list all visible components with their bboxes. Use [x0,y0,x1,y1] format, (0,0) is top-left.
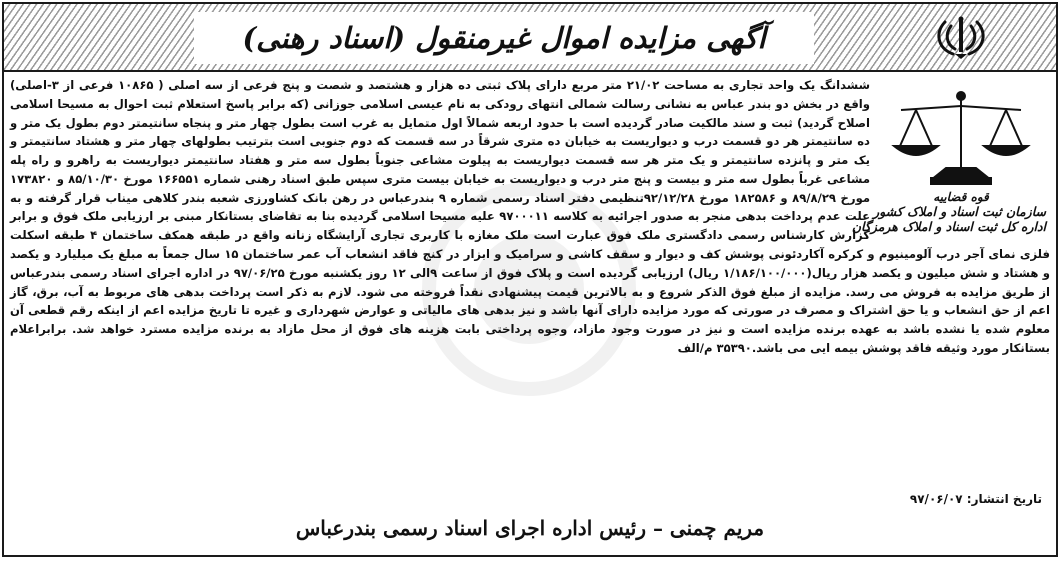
notice-frame [2,2,1058,557]
publish-date: تاریخ انتشار: ۹۷/۰۶/۰۷ [909,492,1042,506]
sidebar-spacer [851,76,1050,244]
judiciary-label: قوه قضاییه [933,190,989,204]
provincial-office-name: اداره کل ثبت اسناد و املاک هرمزگان [851,219,1046,235]
organization-name: سازمان ثبت اسناد و املاک کشور [873,204,1046,220]
emblem-logo [886,14,1036,60]
header-banner [4,4,1056,72]
signature-line: مریم چمنی – رئیس اداره اجرای اسناد رسمی بندرعباس [295,516,765,540]
iran-emblem-icon [931,14,991,60]
notice-title: آگهی مزایده اموال غیرمنقول (اسناد رهنی) [242,21,766,55]
notice-body-text: ششدانگ یک واحد تجاری به مساحت ۲۱/۰۲ متر مربع دارای پلاک ثبتی ده هزار و هشتصد و شصت و پنج فرعی از سه اصلی ( ۱۰۸۶۵ فرعی از ۳-اصلی) واقع در بخش دو بندر عباس به نشانی رسالت شمالی انتهای رودکی به نام عیسی اسلامی جوزانی (که برابر پاسخ استعلام ثبت احوال به مسیحا اسلامی اصلاح گردید) ثبت و سند مالکیت صادر گردیده است با حدود اربعه شمالاً اول متمایل به غرب است بطول چهار متر و پنجاه سانتیمتر دوم بطول یک متر و ده سانتیمتر هر دو قسمت درب و دیواریست به خیابان ده متری شرقاً در سه قسمت که دوم جنوبی است بترتیب بطولهای چهار متر و هشتاد سانتیمتر و یک متر و پانزده سانتیمتر و یک متر هر سه قسمت دیواریست به پیلوت مشاعی جنوباً بطول سه متر و هفتاد سانتیمتر دیواریست به راهرو و راه پله مشاعی غرباً بطول سه متر و بیست و پنج متر درب و دیواریست به خیابان بیست متری سپس طبق اسناد رهنی شماره ۱۶۶۵۵۱ مورخ ۸۵/۱۰/۳۰ و ۱۷۳۸۲۰ مورخ ۸۹/۸/۲۹ و ۱۸۲۵۸۶ مورخ ۹۲/۱۲/۲۸تنظیمی دفتر اسناد رسمی شماره ۹ بندرعباس در رهن بانک کشاورزی شعبه بندر کلاهی میناب قرار گرفته و به علت عدم پرداخت بدهی منجر به صدور اجرائیه به کلاسه ۹۷۰۰۰۱۱ علیه مسیحا اسلامی گردیده بنا به تقاضای بستانکار مبنی بر ارزیابی ملک فوق و برابر گزارش کارشناس رسمی دادگستری ملک فوق عبارت است ملک مغازه با کاربری تجاری آرایشگاه زنانه واقع در طبقه همکف ساختمان ۴ طبقه اسکلت فلزی نمای آجر درب آلومینیوم و کرکره آکاردئونی پوشش کف و دیوار و سقف کاشی و سرامیک و ابزار در کنج فاقد انشعاب آب عمر ساختمان ۱۵ سال جمعاً به مبلغ یک میلیارد و یکصد و هشتاد و شش میلیون و یکصد هزار ریال(۱/۱۸۶/۱۰۰/۰۰۰ ریال) ارزیابی گردیده است و پلاک فوق از ساعت ۹الی ۱۲ روز یکشنبه مورخ ۹۷/۰۶/۲۵ در اداره اجرای اسناد رسمی بندرعباس از طریق مزایده به فروش می رسد. مزایده از مبلغ فوق الذکر شروع و به بالاترین قیمت پیشنهادی نقداً فروخته می شود. لازم به ذکر است پرداخت بدهی های مربوط به آب، برق، گاز اعم از حق انشعاب و یا حق اشتراک و مصرف در صورتی که مورد مزایده دارای آنها باشد و نیز بدهی های مالیاتی و عوارض شهرداری و غیره تا تاریخ مزایده اعم از اینکه رقم قطعی آن معلوم شده یا نشده باشد به عهده برنده مزایده است و نیز در صورت وجود مازاد، وجوه پرداختی بابت هزینه های فوق از محل مازاد به برنده مزایده مسترد خواهد شد. برابراعلام بستانکار مورد وثیقه فاقد پوشش بیمه ایی می باشد.۳۵۳۹۰ م/الف [10,78,1051,355]
notice-body [10,76,1050,358]
title-box [194,12,814,64]
